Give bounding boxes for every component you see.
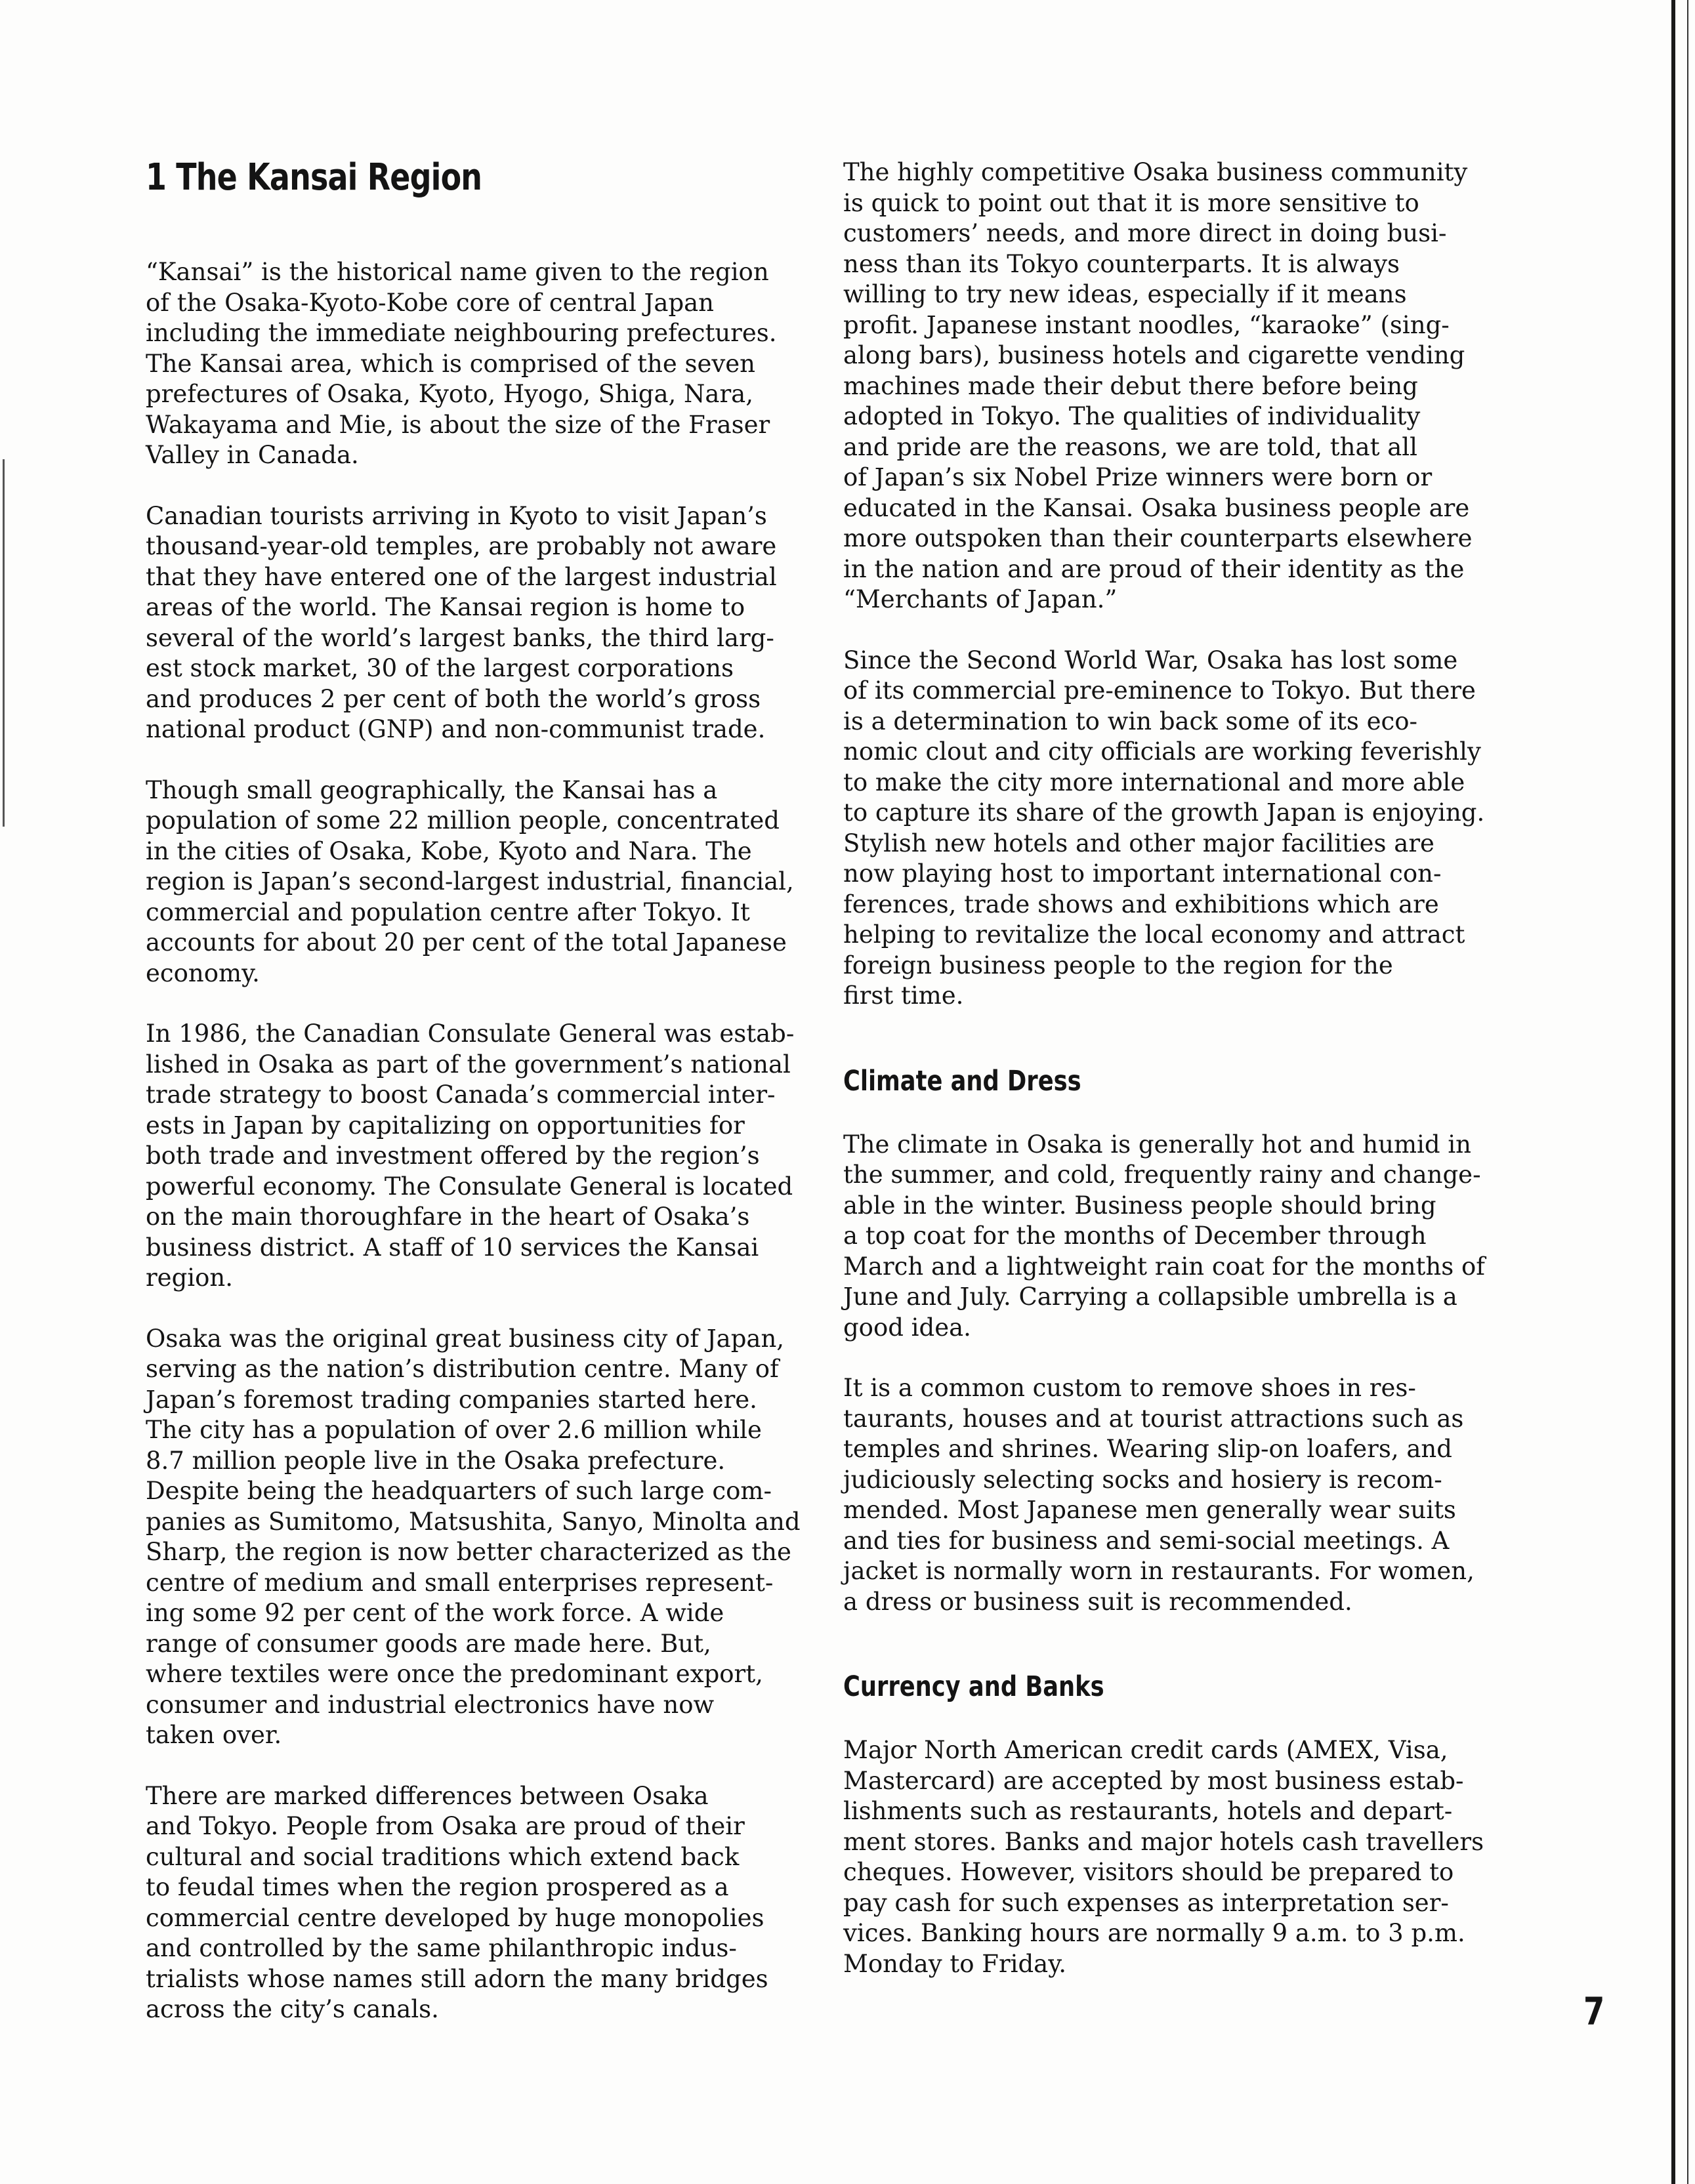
right-column [843,157,1519,2009]
page-edge-shadow [1671,0,1675,2184]
paragraph-dress: It is a common custom to remove shoes in res- taurants, houses and at tourist attractions such as temples and shrines. Wearing slip-on loafers, and judiciously selecting socks and hosiery is recom- mended. Most Japanese men generally wear suits and ties for business and semi-social meetings. A jacket is normally worn in restaurants. For women, a dress or business suit is recommended. [843,1374,1475,1616]
paragraph-tourists: Canadian tourists arriving in Kyoto to visit Japan’s thousand-year-old temples, are probably not aware that they have entered one of the largest industrial areas of the world. The Kansai region is home to several of the world’s largest banks, the third larg- est stock market, 30 of the largest corporations and produces 2 per cent of both the world’s gross national product (GNP) and non-communist trade. [146,501,777,743]
paragraph-population: Though small geographically, the Kansai has a population of some 22 million people, concentrated in the cities of Osaka, Kobe, Kyoto and Nara. The region is Japan’s second-largest industrial, financial, commercial and population centre after Tokyo. It accounts for about 20 per cent of the total Japanese economy. [146,775,794,987]
scan-edge-mark [3,459,5,827]
paragraph-postwar: Since the Second World War, Osaka has lost some of its commercial pre-eminence to Tokyo. But there is a determination to win back some of its eco- nomic clout and city officials are working feverishly to make the city more international and more able to capture its share of the growth Japan is enjoying. Stylish new hotels and other major facilities are now playing host to important international con- ferences, trade shows and exhibitions which are helping to revitalize the local economy and attract foreign business people to the region for the first time. [843,646,1485,1010]
page-edge-line [1687,0,1688,2184]
left-column [146,257,822,2055]
paragraph-osaka-history: Osaka was the original great business city of Japan, serving as the nation’s distribution centre. Many of Japan’s foremost trading companies started here. The city has a population of over 2.6 million while 8.7 million people live in the Osaka prefecture. Despite being the headquarters of such large com- panies as Sumitomo, Matsushita, Sanyo, Minolta and Sharp, the region is now better characterized as the centre of medium and small enterprises represent- ing some 92 per cent of the work force. A wide range of consumer goods are made here. But, where textiles were once the predominant export, consumer and industrial electronics have now taken over. [146,1324,801,1749]
paragraph-osaka-tokyo-differences: There are marked differences between Osaka and Tokyo. People from Osaka are proud of their cultural and social traditions which extend back to feudal times when the region prospered as a commercial centre developed by huge monopolies and controlled by the same philanthropic indus- trialists whose names still adorn the many bridges across the city’s canals. [146,1781,768,2023]
paragraph-climate: The climate in Osaka is generally hot and humid in the summer, and cold, frequently rainy and change- able in the winter. Business people should bring a top coat for the months of December through March and a lightweight rain coat for the months of June and July. Carrying a collapsible umbrella is a good idea. [843,1130,1485,1342]
paragraph-consulate: In 1986, the Canadian Consulate General was estab- lished in Osaka as part of the government’s national trade strategy to boost Canada’s commercial inter- ests in Japan by capitalizing on opportunities for both trade and investment offered by the region’s powerful economy. The Consulate General is located on the main thoroughfare in the heart of Osaka’s business district. A staff of 10 services the Kansai region. [146,1020,795,1292]
paragraph-kansai-definition: “Kansai” is the historical name given to the region of the Osaka-Kyoto-Kobe core of central Japan including the immediate neighbouring prefectures. The Kansai area, which is comprised of the seven prefectures of Osaka, Kyoto, Hyogo, Shiga, Nara, Wakayama and Mie, is about the size of the Fraser Valley in Canada. [146,258,777,469]
section-heading-climate: Climate and Dress [843,1064,1081,1098]
page-title: 1 The Kansai Region [146,156,482,199]
paragraph-currency: Major North American credit cards (AMEX, Visa, Mastercard) are accepted by most business estab- lishments such as restaurants, hotels and depart- ment stores. Banks and major hotels cash travellers cheques. However, visitors should be prepared to pay cash for such expenses as interpretation ser- vices. Banking hours are normally 9 a.m. to 3 p.m. Monday to Friday. [843,1736,1484,1978]
page-number: 7 [1583,1989,1605,2034]
section-heading-currency: Currency and Banks [843,1670,1104,1703]
paragraph-business-community: The highly competitive Osaka business community is quick to point out that it is more sensitive to customers’ needs, and more direct in doing busi- ness than its Tokyo counterparts. It is always willing to try new ideas, especially if it means profit. Japanese instant noodles, “karaoke” (sing- along bars), business hotels and cigarette vending machines made their debut there before being adopted in Tokyo. The qualities of individuality and pride are the reasons, we are told, that all of Japan’s six Nobel Prize winners were born or educated in the Kansai. Osaka business people are more outspoken than their counterparts elsewhere in the nation and are proud of their identity as the “Merchants of Japan.” [843,158,1473,613]
